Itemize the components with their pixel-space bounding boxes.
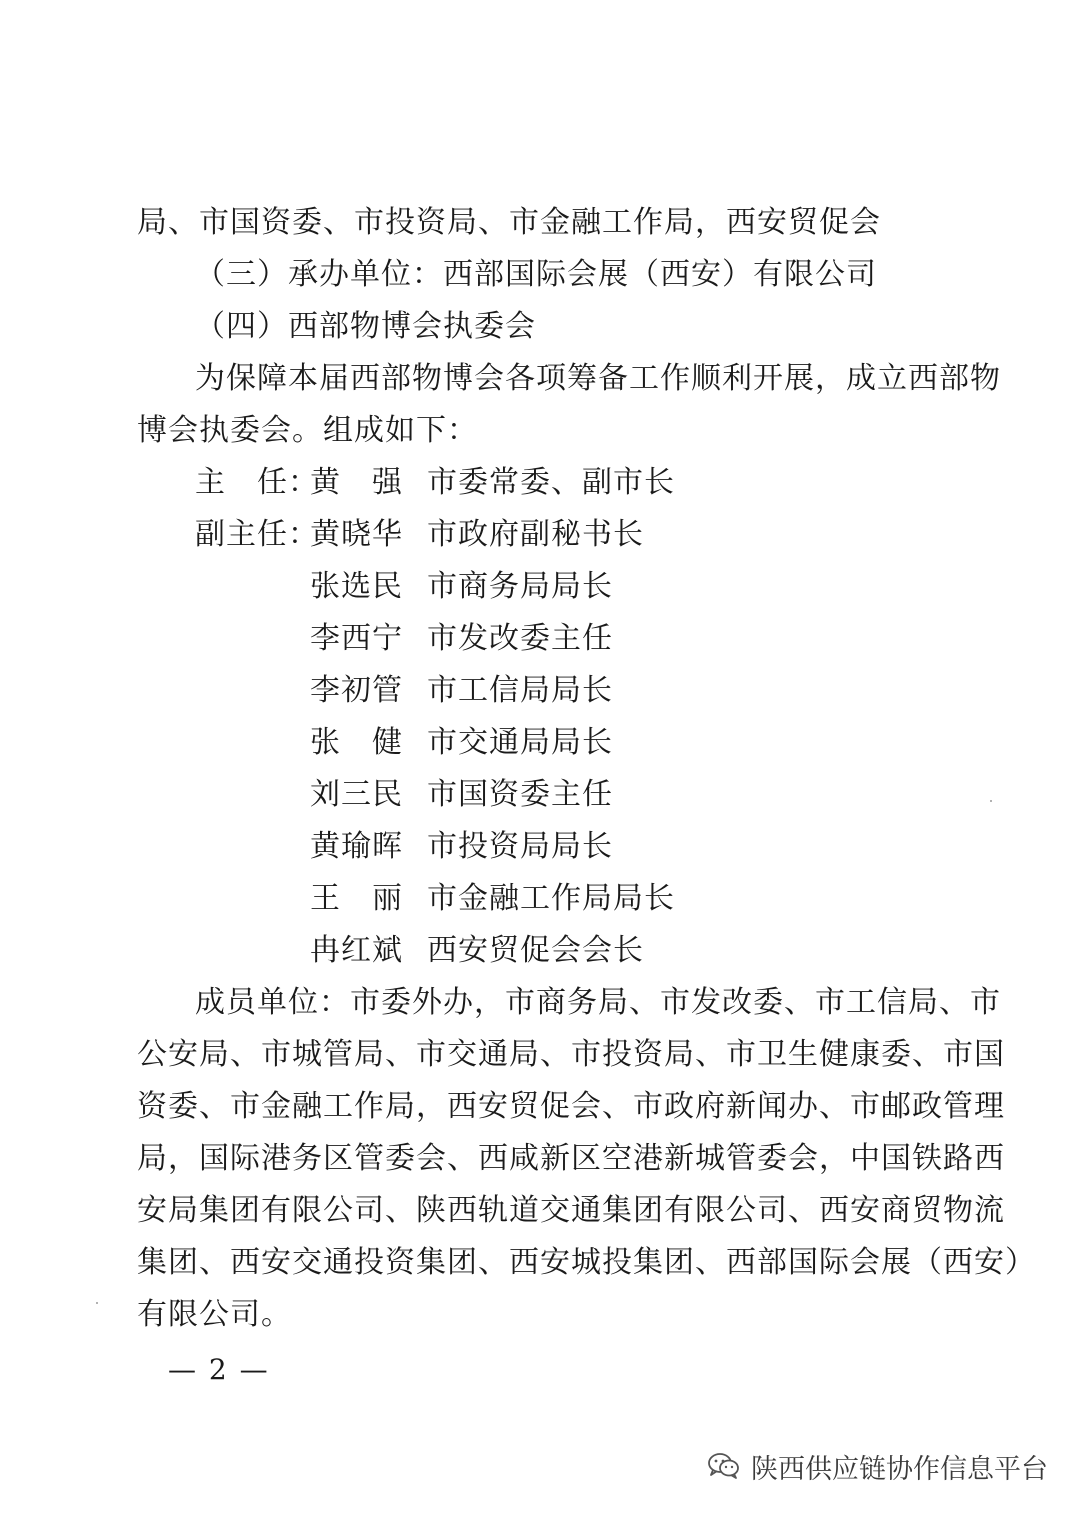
deputy-name: 张 健 <box>310 725 403 760</box>
director-title: 市委常委、副市长 <box>427 465 675 500</box>
director-role-label: 主 任： <box>195 465 319 500</box>
text-line: 博会执委会。组成如下： <box>137 413 478 448</box>
deputy-name: 李初管 <box>310 673 403 708</box>
deputy-name: 李西宁 <box>310 621 403 656</box>
deputy-name: 黄瑜晖 <box>310 829 403 864</box>
deputy-title: 市政府副秘书长 <box>427 517 644 552</box>
section-heading-4: （四）西部物博会执委会 <box>195 309 536 344</box>
members-line: 安局集团有限公司、陕西轨道交通集团有限公司、西安商贸物流 <box>137 1193 1005 1228</box>
deputy-name: 冉红斌 <box>310 933 403 968</box>
members-line: 局，国际港务区管委会、西咸新区空港新城管委会，中国铁路西 <box>137 1141 1005 1176</box>
deputy-role-label: 副主任： <box>195 517 319 552</box>
deputy-title: 市投资局局长 <box>427 829 613 864</box>
members-line: 有限公司。 <box>137 1297 292 1332</box>
watermark <box>707 1448 1048 1484</box>
deputy-name: 王 丽 <box>310 881 403 916</box>
members-line: 公安局、市城管局、市交通局、市投资局、市卫生健康委、市国 <box>137 1037 1005 1072</box>
director-name: 黄 强 <box>310 465 403 500</box>
deputy-title: 市工信局局长 <box>427 673 613 708</box>
deputy-title: 市交通局局长 <box>427 725 613 760</box>
wechat-icon <box>707 1451 741 1481</box>
deputy-title: 市商务局局长 <box>427 569 613 604</box>
page-number: — 2 — <box>168 1353 270 1386</box>
deputy-title: 市发改委主任 <box>427 621 613 656</box>
deputy-name: 黄晓华 <box>310 517 403 552</box>
deputy-title: 西安贸促会会长 <box>427 933 644 968</box>
members-line: 集团、西安交通投资集团、西安城投集团、西部国际会展（西安） <box>137 1245 1036 1280</box>
section-heading-3: （三）承办单位：西部国际会展（西安）有限公司 <box>195 257 877 292</box>
deputy-name: 刘三民 <box>310 777 403 812</box>
scan-speck <box>96 1302 98 1304</box>
deputy-title: 市国资委主任 <box>427 777 613 812</box>
text-line: 为保障本届西部物博会各项筹备工作顺利开展，成立西部物 <box>195 361 1001 396</box>
members-line: 成员单位：市委外办，市商务局、市发改委、市工信局、市 <box>195 985 1001 1020</box>
members-line: 资委、市金融工作局，西安贸促会、市政府新闻办、市邮政管理 <box>137 1089 1005 1124</box>
text-line: 局、市国资委、市投资局、市金融工作局，西安贸促会 <box>137 205 881 240</box>
deputy-title: 市金融工作局局长 <box>427 881 675 916</box>
deputy-name: 张选民 <box>310 569 403 604</box>
watermark-text: 陕西供应链协作信息平台 <box>751 1453 1048 1485</box>
scan-speck <box>990 800 992 802</box>
